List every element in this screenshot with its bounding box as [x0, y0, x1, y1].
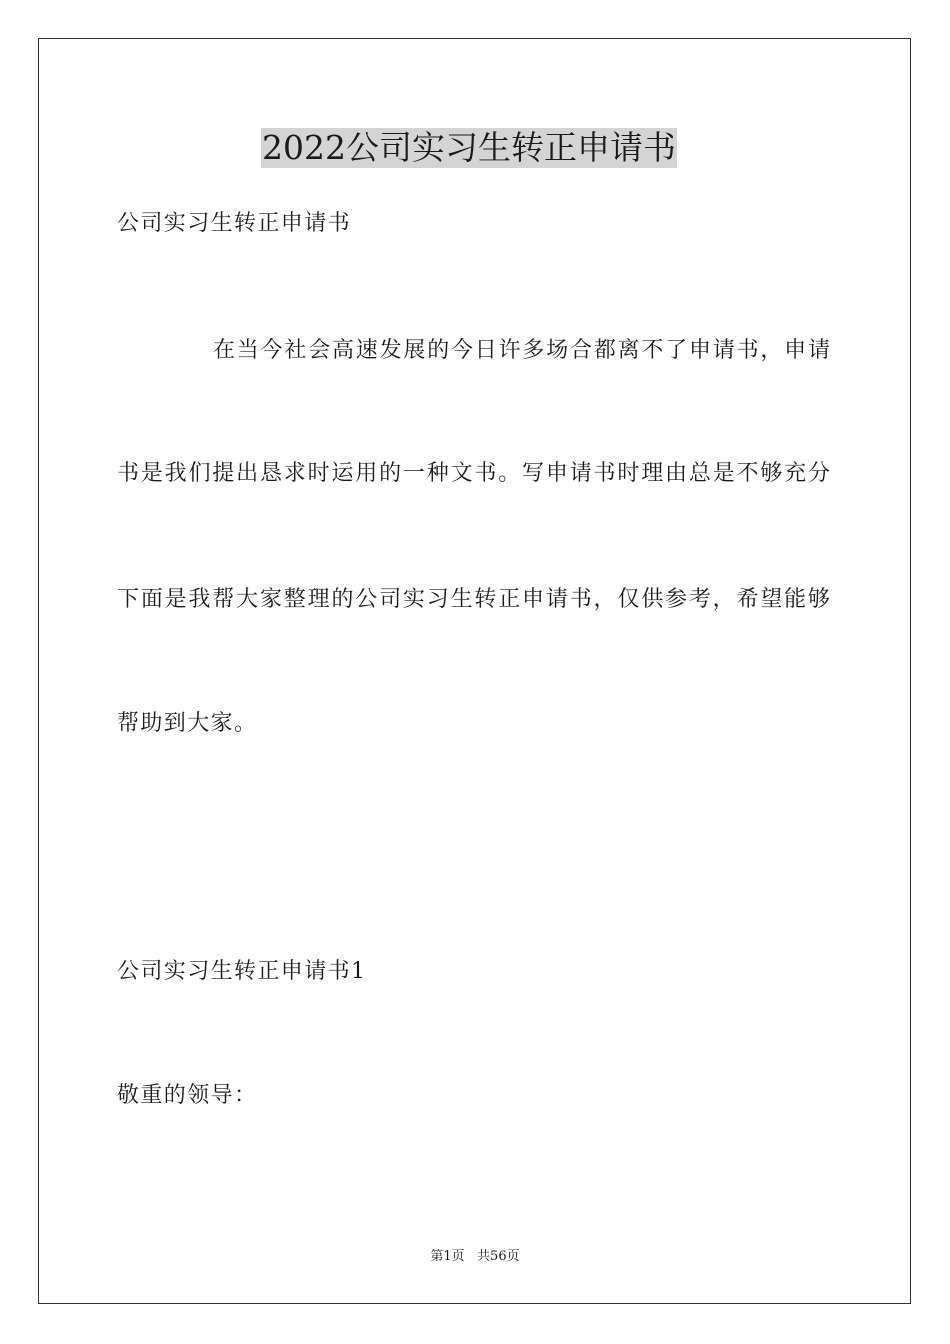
- salutation: 敬重的领导：: [117, 1083, 258, 1108]
- document-subtitle: 公司实习生转正申请书: [117, 211, 352, 236]
- document-title: 2022公司实习生转正申请书: [262, 128, 676, 167]
- section-heading: 公司实习生转正申请书1: [117, 959, 367, 984]
- page-number-footer: 第1页 共56页: [430, 1249, 520, 1264]
- intro-line-1: 在当今社会高速发展的今日许多场合都离不了申请书，申请: [213, 338, 830, 363]
- intro-line-2: 书是我们提出恳求时运用的一种文书。写申请书时理由总是不够充分: [117, 461, 830, 486]
- intro-line-4: 帮助到大家。: [117, 711, 258, 736]
- intro-line-3: 下面是我帮大家整理的公司实习生转正申请书，仅供参考，希望能够: [117, 587, 830, 612]
